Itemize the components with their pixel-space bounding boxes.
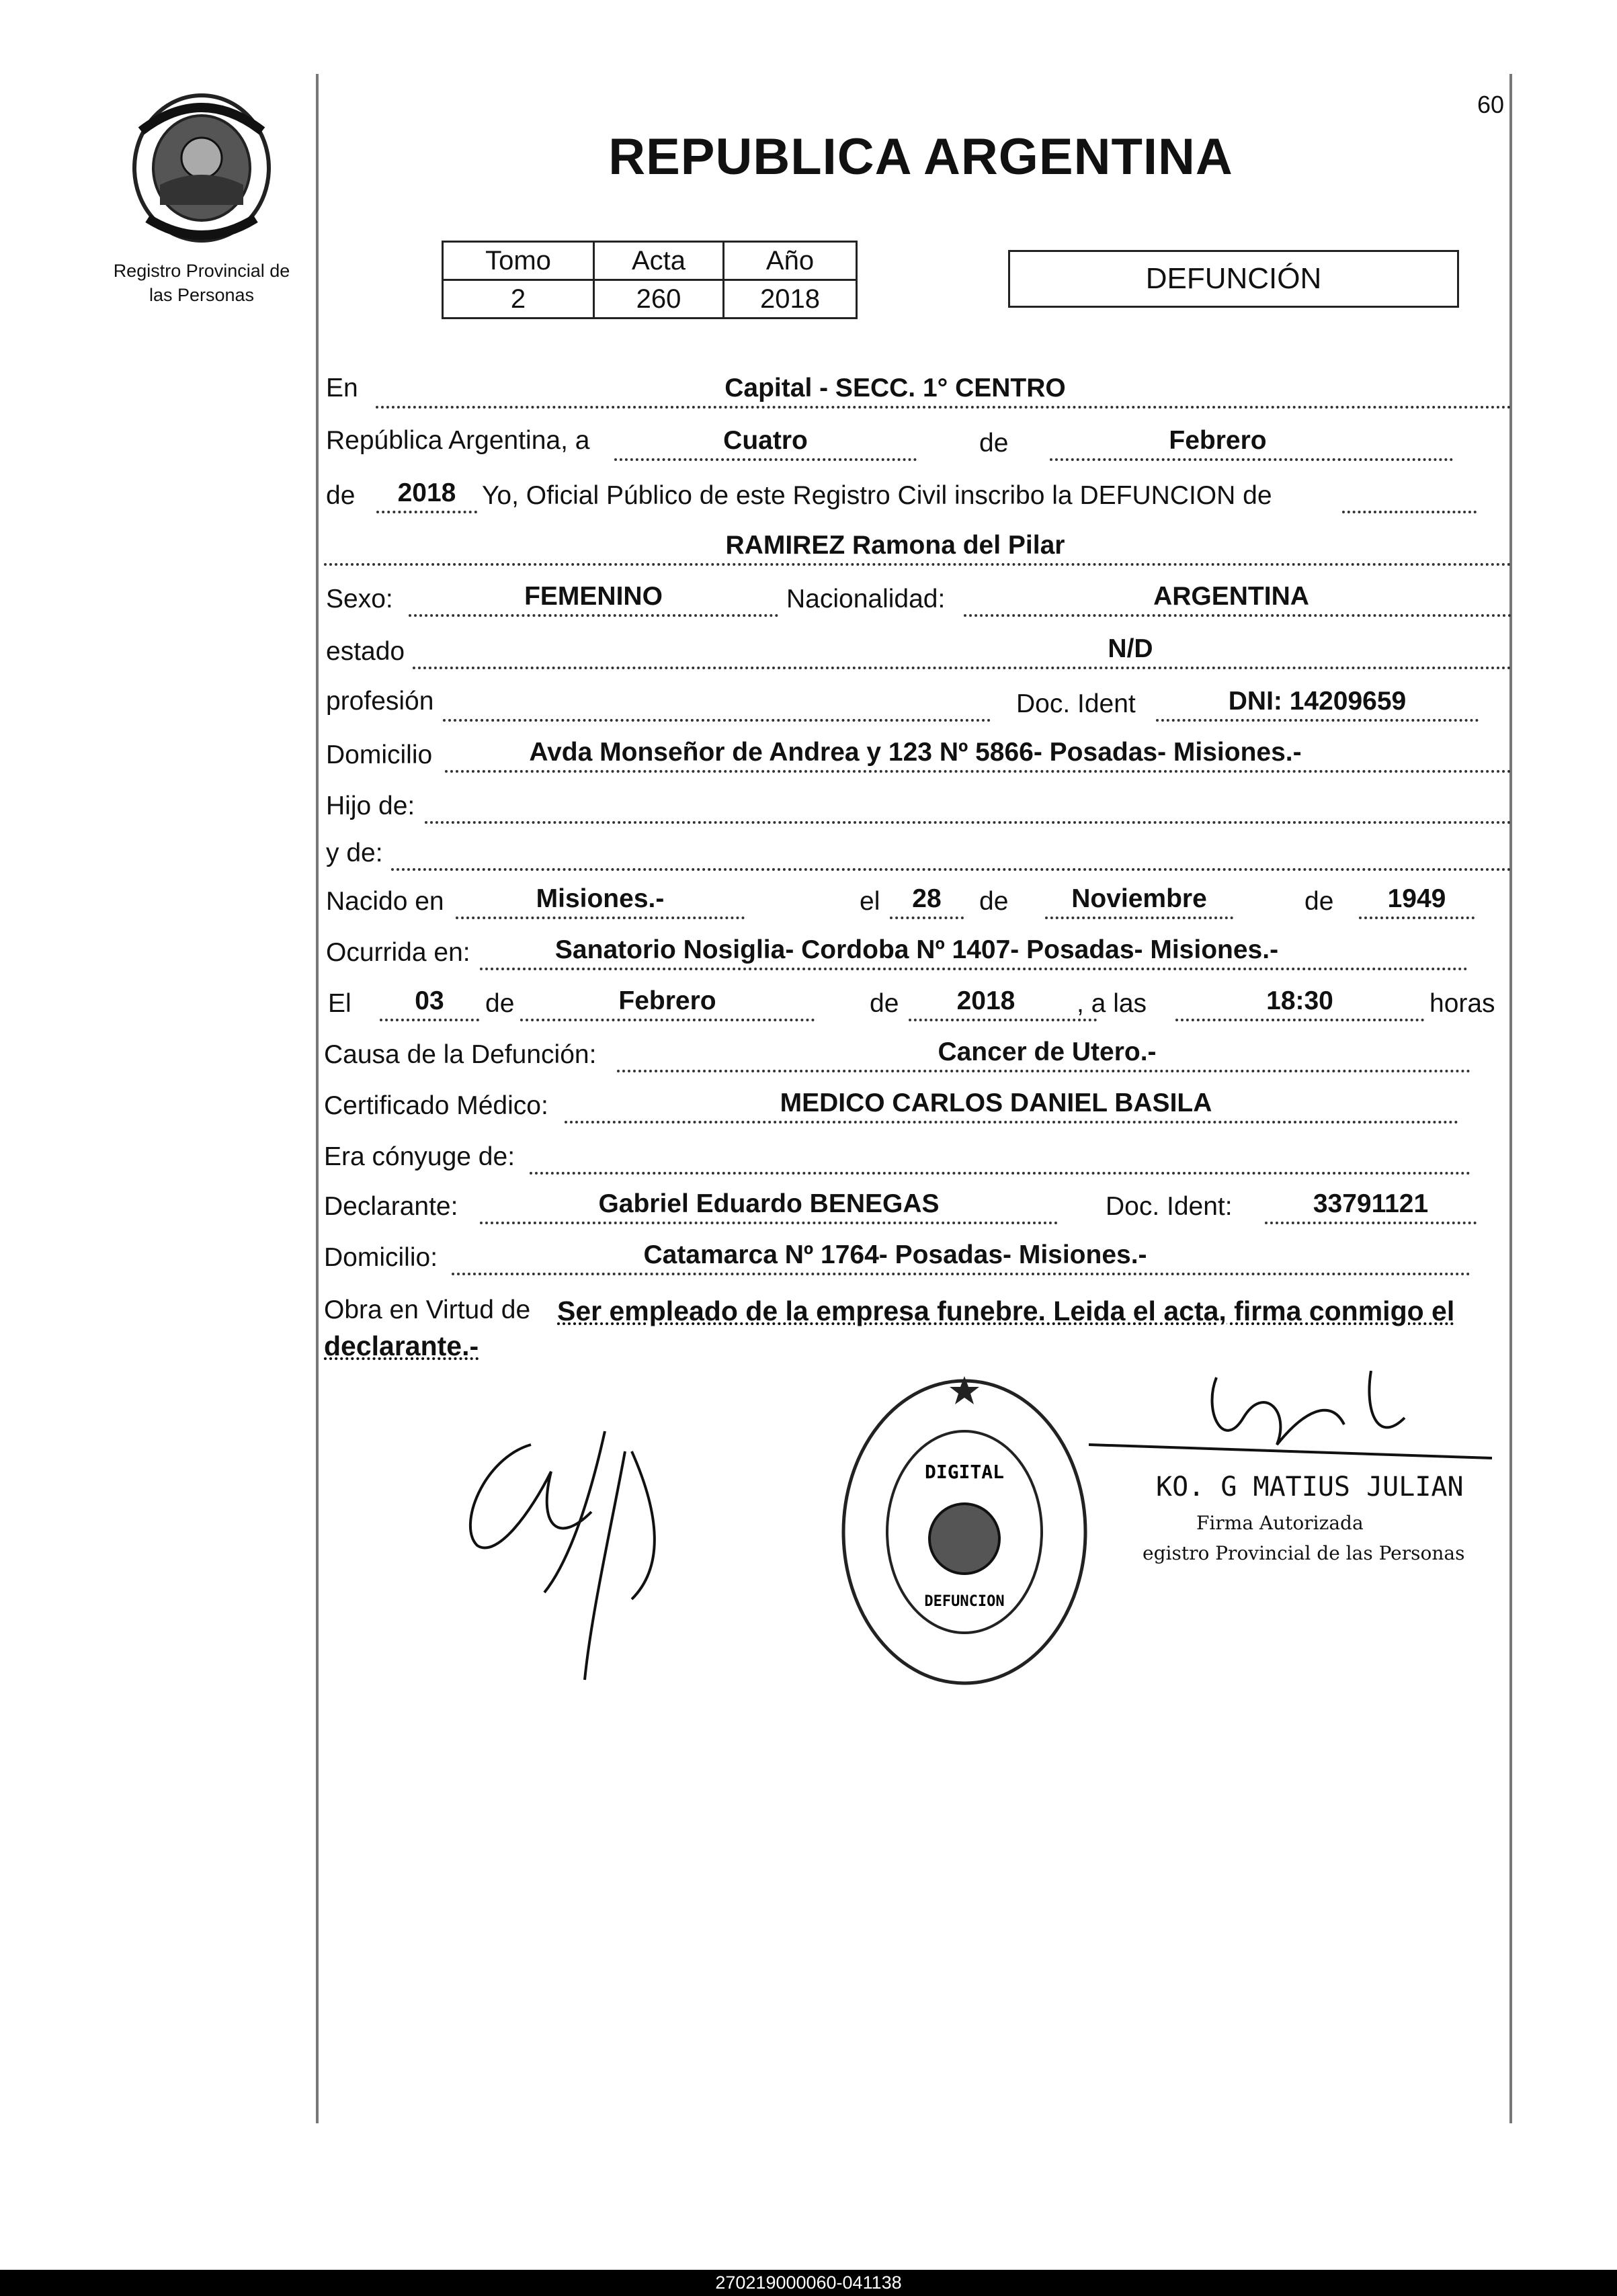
fill-hijo bbox=[425, 786, 1511, 824]
value-obra-line1: Ser empleado de la empresa funebre. Leida el acta, firma conmigo el bbox=[557, 1295, 1455, 1326]
value-obra-line2: declarante.- bbox=[324, 1330, 479, 1361]
label-yde: y de: bbox=[326, 839, 383, 867]
fill-estado bbox=[413, 632, 1511, 669]
value-decl-domicilio: Catamarca Nº 1764- Posadas- Misiones.- bbox=[643, 1240, 1147, 1269]
signer-name: KO. G MATIUS JULIAN bbox=[1156, 1472, 1464, 1502]
label-a-las: , a las bbox=[1077, 989, 1147, 1018]
value-domicilio: Avda Monseñor de Andrea y 123 Nº 5866- Posadas- Misiones.- bbox=[529, 738, 1302, 767]
value-certificado: MEDICO CARLOS DANIEL BASILA bbox=[780, 1089, 1212, 1117]
label-republica: República Argentina, a bbox=[326, 426, 590, 455]
value-ocurrida: Sanatorio Nosiglia- Cordoba Nº 1407- Posadas- Misiones.- bbox=[554, 935, 1279, 964]
label-estado: estado bbox=[326, 637, 405, 666]
value-nacido: Misiones.- bbox=[536, 884, 665, 913]
value-death-day: 03 bbox=[415, 986, 444, 1015]
label-decl-doc: Doc. Ident: bbox=[1106, 1192, 1233, 1221]
value-year: 2018 bbox=[397, 478, 456, 507]
left-margin-line bbox=[316, 74, 319, 2123]
signer-role: Firma Autorizada bbox=[1196, 1512, 1364, 1534]
label-en: En bbox=[326, 374, 358, 402]
label-declarante: Declarante: bbox=[324, 1192, 458, 1221]
stamp-center-mid: DEFUNCION bbox=[924, 1593, 1005, 1610]
footer-code-bar: 270219000060-041138 bbox=[0, 2270, 1617, 2296]
registry-line-2: las Personas bbox=[149, 285, 255, 305]
label-nacido: Nacido en bbox=[326, 887, 444, 916]
reference-table bbox=[442, 241, 858, 319]
value-causa: Cancer de Utero.- bbox=[938, 1037, 1157, 1066]
label-de-5: de bbox=[485, 989, 515, 1018]
label-conyuge: Era cónyuge de: bbox=[324, 1142, 515, 1171]
statement-text: Yo, Oficial Público de este Registro Civil inscribo la DEFUNCION de bbox=[482, 481, 1272, 510]
value-death-year: 2018 bbox=[956, 986, 1015, 1015]
fill-statement-end bbox=[1342, 476, 1477, 513]
stamp-center-top: DIGITAL bbox=[924, 1461, 1005, 1483]
value-deceased-name: RAMIREZ Ramona del Pilar bbox=[725, 531, 1065, 560]
official-stamp bbox=[833, 1371, 1095, 1693]
fill-conyuge bbox=[530, 1137, 1470, 1175]
label-obra: Obra en Virtud de bbox=[324, 1295, 531, 1324]
label-de-3: de bbox=[979, 887, 1009, 916]
label-sexo: Sexo: bbox=[326, 585, 393, 613]
value-ano: 2018 bbox=[724, 280, 857, 318]
label-nacionalidad: Nacionalidad: bbox=[786, 585, 946, 613]
label-certificado: Certificado Médico: bbox=[324, 1091, 548, 1120]
fill-yde bbox=[391, 833, 1511, 871]
registry-line-1: Registro Provincial de bbox=[113, 261, 290, 281]
fill-profesion bbox=[443, 684, 991, 722]
province-crest-seal bbox=[128, 91, 276, 245]
value-sexo: FEMENINO bbox=[524, 582, 663, 611]
header-ano: Año bbox=[724, 242, 857, 280]
label-doc-ident: Doc. Ident bbox=[1016, 689, 1136, 718]
label-el: el bbox=[860, 887, 880, 916]
label-causa: Causa de la Defunción: bbox=[324, 1040, 597, 1069]
value-tomo: 2 bbox=[443, 280, 594, 318]
value-decl-doc: 33791121 bbox=[1313, 1189, 1429, 1218]
value-doc-ident: DNI: 14209659 bbox=[1228, 687, 1407, 716]
value-birth-month: Noviembre bbox=[1071, 884, 1207, 913]
value-declarante: Gabriel Eduardo BENEGAS bbox=[598, 1189, 940, 1218]
label-domicilio: Domicilio bbox=[326, 740, 433, 769]
label-profesion: profesión bbox=[326, 687, 434, 716]
value-acta: 260 bbox=[594, 280, 724, 318]
authorized-signature bbox=[1089, 1371, 1505, 1485]
label-horas: horas bbox=[1429, 989, 1495, 1018]
label-el-2: El bbox=[328, 989, 351, 1018]
declarant-signature bbox=[457, 1391, 712, 1687]
page-number: 60 bbox=[1477, 91, 1505, 118]
signer-org: egistro Provincial de las Personas bbox=[1143, 1542, 1465, 1564]
header-acta: Acta bbox=[594, 242, 724, 280]
value-death-month: Febrero bbox=[618, 986, 716, 1015]
label-de-6: de bbox=[870, 989, 899, 1018]
value-death-time: 18:30 bbox=[1266, 986, 1333, 1015]
value-month-word: Febrero bbox=[1169, 426, 1267, 455]
document-type-box: DEFUNCIÓN bbox=[1008, 250, 1459, 308]
label-de-1: de bbox=[979, 429, 1009, 458]
value-birth-year: 1949 bbox=[1387, 884, 1446, 913]
label-de-2: de bbox=[326, 481, 356, 510]
registry-name bbox=[87, 259, 316, 307]
label-hijo: Hijo de: bbox=[326, 792, 415, 820]
header-tomo: Tomo bbox=[443, 242, 594, 280]
label-ocurrida: Ocurrida en: bbox=[326, 938, 470, 967]
value-estado: N/D bbox=[1108, 634, 1153, 663]
value-nacionalidad: ARGENTINA bbox=[1153, 582, 1309, 611]
page-title: REPUBLICA ARGENTINA bbox=[608, 128, 1233, 185]
value-birth-day: 28 bbox=[912, 884, 942, 913]
label-decl-domicilio: Domicilio: bbox=[324, 1243, 438, 1272]
value-day-word: Cuatro bbox=[723, 426, 808, 455]
label-de-4: de bbox=[1304, 887, 1334, 916]
value-en: Capital - SECC. 1° CENTRO bbox=[724, 374, 1066, 402]
